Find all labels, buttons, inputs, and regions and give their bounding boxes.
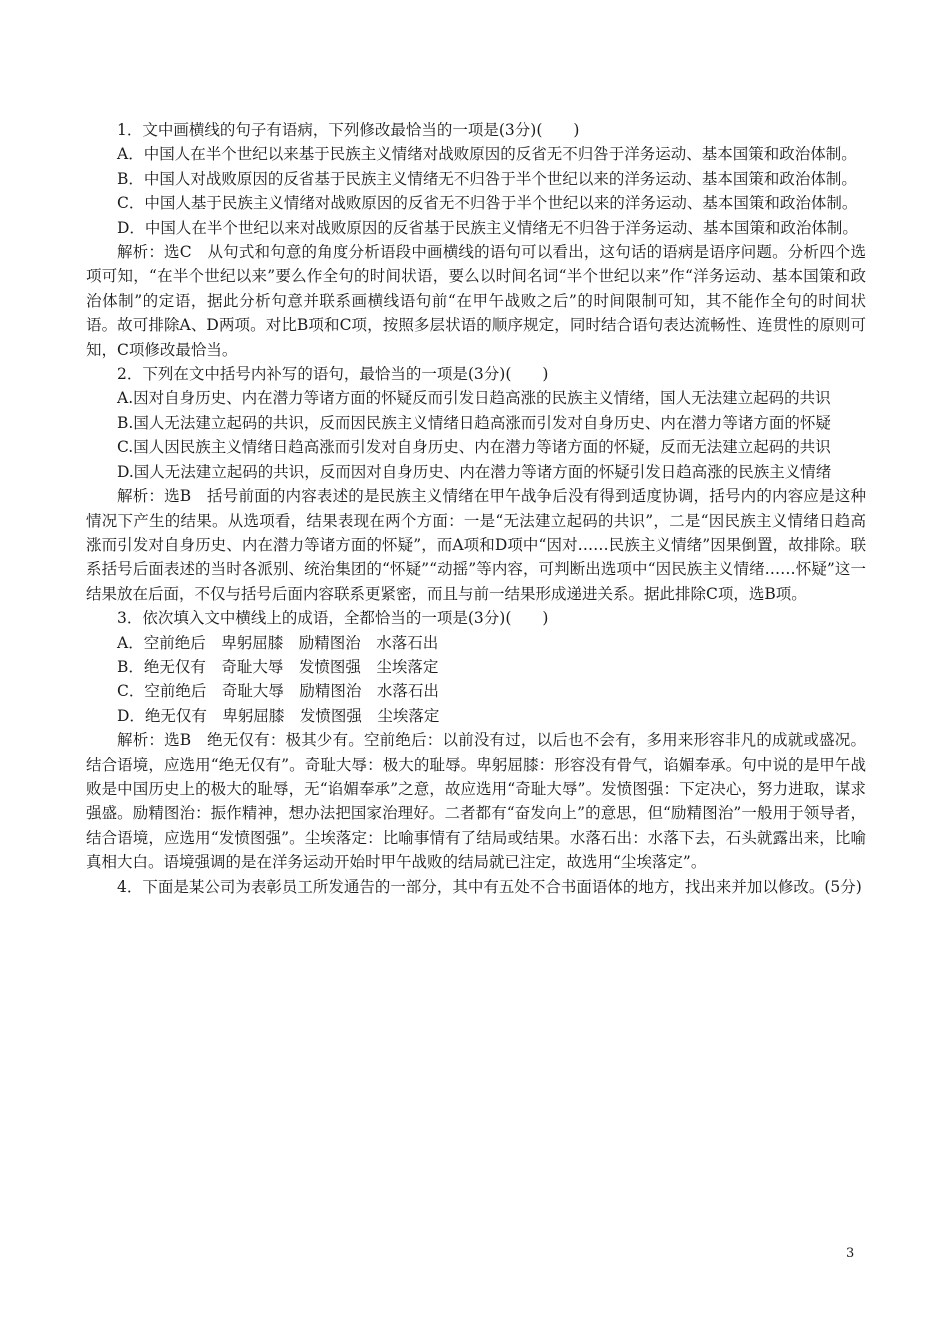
page-content xyxy=(86,118,866,899)
q2-option-c: C.国人因民族主义情绪日趋高涨而引发对自身历史、内在潜力等诸方面的怀疑，反而无法建立起码的共识 xyxy=(117,438,831,457)
q1-option-a: A．中国人在半个世纪以来基于民族主义情绪对战败原因的反省无不归咎于洋务运动、基本国策和政治体制。 xyxy=(117,145,857,164)
q3-analysis: 解析：选B 绝无仅有：极其少有。空前绝后：以前没有过，以后也不会有，多用来形容非凡的成就或盛况。结合语境，应选用“绝无仅有”。奇耻大辱：极大的耻辱。卑躬屈膝：形容没有骨气，谄媚奉承。句中说的是甲午战败是中国历史上的极大的耻辱，无“谄媚奉承”之意，故应选用“奇耻大辱”。发愤图强：下定决心，努力进取，谋求强盛。励精图治：振作精神，想办法把国家治理好。二者都有“奋发向上”的意思，但“励精图治”一般用于领导者，结合语境，应选用“发愤图强”。尘埃落定：比喻事情有了结局或结果。水落石出：水落下去，石头就露出来，比喻真相大白。语境强调的是在洋务运动开始时甲午战败的结局就已注定，故选用“尘埃落定”。 xyxy=(86,731,866,872)
q1-stem: 1．文中画横线的句子有语病，下列修改最恰当的一项是(3分)( ) xyxy=(117,121,580,139)
q3-option-a: A．空前绝后 卑躬屈膝 励精图治 水落石出 xyxy=(117,633,439,652)
q2-option-a: A.因对自身历史、内在潜力等诸方面的怀疑反而引发日趋高涨的民族主义情绪，国人无法建立起码的共识 xyxy=(117,389,831,408)
q1-option-b: B．中国人对战败原因的反省基于民族主义情绪无不归咎于半个世纪以来的洋务运动、基本国策和政治体制。 xyxy=(117,169,857,188)
q2-analysis: 解析：选B 括号前面的内容表述的是民族主义情绪在甲午战争后没有得到适度协调，括号内的内容应是这种情况下产生的结果。从选项看，结果表现在两个方面：一是“无法建立起码的共识”，二是“因民族主义情绪日趋高涨而引发对自身历史、内在潜力等诸方面的怀疑”，而A项和D项中“因对……民族主义情绪”因果倒置，故排除。联系括号后面表述的当时各派别、统治集团的“怀疑”“动摇”等内容，可判断出选项中“因民族主义情绪……怀疑”这一结果放在后面，不仅与括号后面内容联系更紧密，而且与前一结果形成递进关系。据此排除C项，选B项。 xyxy=(86,487,866,603)
q1-option-d: D．中国人在半个世纪以来对战败原因的反省基于民族主义情绪无不归咎于洋务运动、基本国策和政治体制。 xyxy=(117,218,858,237)
q3-option-c: C．空前绝后 奇耻大辱 励精图治 水落石出 xyxy=(117,682,439,701)
q2-option-d: D.国人无法建立起码的共识，反而因对自身历史、内在潜力等诸方面的怀疑引发日趋高涨的民族主义情绪 xyxy=(117,462,832,481)
q1-option-c: C．中国人基于民族主义情绪对战败原因的反省无不归咎于半个世纪以来的洋务运动、基本国策和政治体制。 xyxy=(117,194,858,213)
q2-stem: 2．下列在文中括号内补写的语句，最恰当的一项是(3分)( ) xyxy=(117,365,549,384)
q3-option-b: B．绝无仅有 奇耻大辱 发愤图强 尘埃落定 xyxy=(117,657,439,676)
q4-stem: 4．下面是某公司为表彰员工所发通告的一部分，其中有五处不合书面语体的地方，找出来并加以修改。(5分) xyxy=(117,877,862,896)
q3-stem: 3．依次填入文中横线上的成语，全都恰当的一项是(3分)( ) xyxy=(117,609,549,628)
q1-analysis: 解析：选C 从句式和句意的角度分析语段中画横线的语句可以看出，这句话的语病是语序问题。分析四个选项可知，“在半个世纪以来”要么作全句的时间状语，要么以时间名词“半个世纪以来”作“洋务运动、基本国策和政治体制”的定语，据此分析句意并联系画横线语句前“在甲午战败之后”的时间限制可知，其不能作全句的时间状语。故可排除A、D两项。对比B项和C项，按照多层状语的顺序规定，同时结合语句表达流畅性、连贯性的原则可知，C项修改最恰当。 xyxy=(86,243,866,359)
q3-option-d: D．绝无仅有 卑躬屈膝 发愤图强 尘埃落定 xyxy=(117,706,440,725)
q2-option-b: B.国人无法建立起码的共识，反而因民族主义情绪日趋高涨而引发对自身历史、内在潜力等诸方面的怀疑 xyxy=(117,413,831,432)
page-number: 3 xyxy=(846,1246,855,1261)
